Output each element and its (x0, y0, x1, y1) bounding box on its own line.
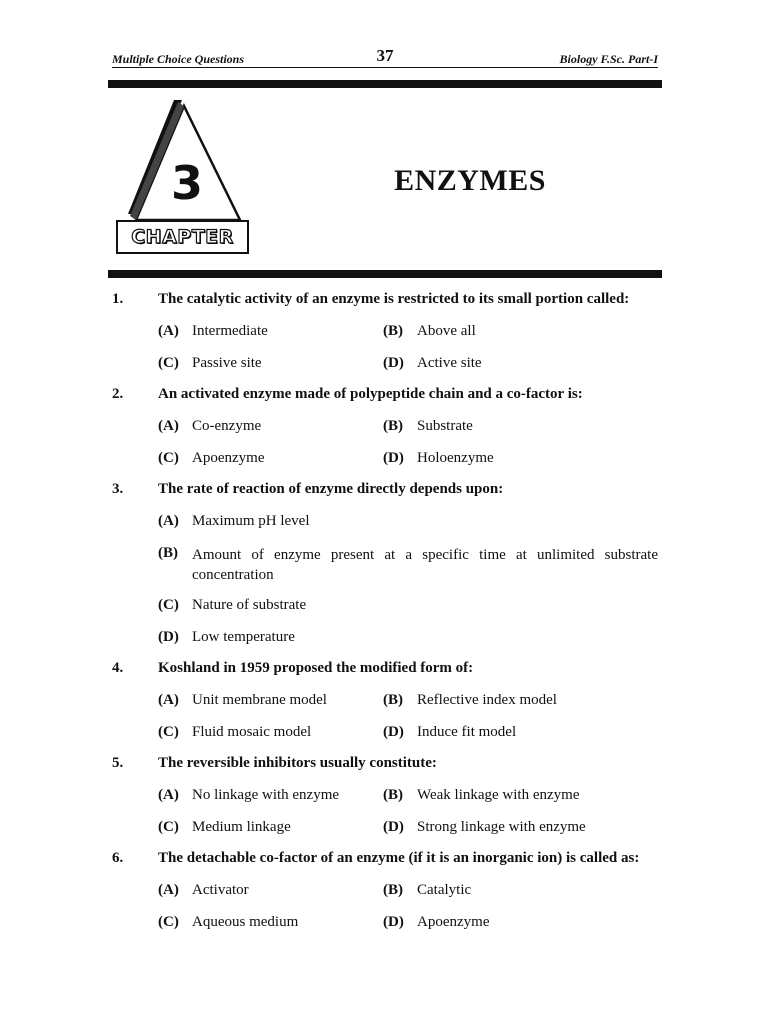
option-c[interactable]: (C) Fluid mosaic model (158, 724, 312, 740)
option-b[interactable]: (B) Reflective index model (383, 692, 557, 708)
option-d[interactable]: (D) Holoenzyme (383, 450, 494, 466)
running-header (112, 46, 658, 68)
option-a[interactable]: (A) No linkage with enzyme (158, 787, 340, 803)
question-number: 6. (112, 850, 124, 866)
question-number: 1. (112, 291, 124, 307)
question-number: 5. (112, 755, 124, 771)
question-number: 2. (112, 386, 124, 402)
question-stem: The catalytic activity of an enzyme is restricted to its small portion called: (158, 291, 630, 307)
option-a[interactable]: (A) Intermediate (158, 323, 268, 339)
option-a[interactable]: (A) Activator (158, 882, 249, 898)
option-b[interactable]: (B) Catalytic (383, 882, 472, 898)
option-b[interactable]: (B) Substrate (383, 418, 473, 434)
option-b[interactable]: (B) Above all (383, 323, 476, 339)
header-book-title: Biology F.Sc. Part-I (559, 52, 658, 66)
bottom-divider-bar (108, 270, 662, 278)
option-c[interactable]: (C) Aqueous medium (158, 914, 299, 930)
question-stem: Koshland in 1959 proposed the modified form of: (158, 660, 474, 676)
question-number: 4. (112, 660, 124, 676)
question-stem: The detachable co-factor of an enzyme (if it is an inorganic ion) is called as: (158, 850, 640, 866)
option-a[interactable]: (A) Unit membrane model (158, 692, 327, 708)
question-stem: The reversible inhibitors usually constitute: (158, 755, 437, 771)
option-c[interactable]: (C) Passive site (158, 355, 262, 371)
question-item (112, 750, 658, 845)
option-c[interactable]: (C) Medium linkage (158, 819, 291, 835)
question-stem: An activated enzyme made of polypeptide chain and a co-factor is: (158, 386, 583, 402)
option-c[interactable]: (C) Nature of substrate (158, 597, 307, 613)
chapter-emblem (116, 96, 256, 262)
option-d[interactable]: (D) Apoenzyme (383, 914, 490, 930)
question-list (112, 286, 658, 940)
question-number: 3. (112, 481, 124, 497)
option-c[interactable]: (C) Apoenzyme (158, 450, 265, 466)
chapter-number: 3 (170, 156, 203, 210)
question-item (112, 286, 658, 381)
chapter-label: CHAPTER (131, 226, 234, 248)
top-divider-bar (108, 80, 662, 88)
option-d[interactable]: (D) Active site (383, 355, 482, 371)
question-item (112, 845, 658, 940)
option-a[interactable]: (A) Co-enzyme (158, 418, 262, 434)
question-item (112, 655, 658, 750)
question-item (112, 476, 658, 655)
question-item (112, 381, 658, 476)
header-rule (112, 67, 658, 68)
option-a[interactable]: (A) Maximum pH level (158, 513, 310, 529)
option-d[interactable]: (D) Strong linkage with enzyme (383, 819, 586, 835)
chapter-title: ENZYMES (394, 164, 546, 197)
question-stem: The rate of reaction of enzyme directly depends upon: (158, 481, 504, 497)
option-b[interactable]: (B) Weak linkage with enzyme (383, 787, 580, 803)
page-number: 37 (376, 46, 394, 65)
option-d[interactable]: (D) Low temperature (158, 629, 295, 645)
header-book-section: Multiple Choice Questions (112, 52, 245, 66)
option-d[interactable]: (D) Induce fit model (383, 724, 517, 740)
chapter-label-box (116, 220, 249, 254)
option-b[interactable]: (B) Amount of enzyme present at a specific time at unlimited substrate concentration (158, 545, 658, 583)
